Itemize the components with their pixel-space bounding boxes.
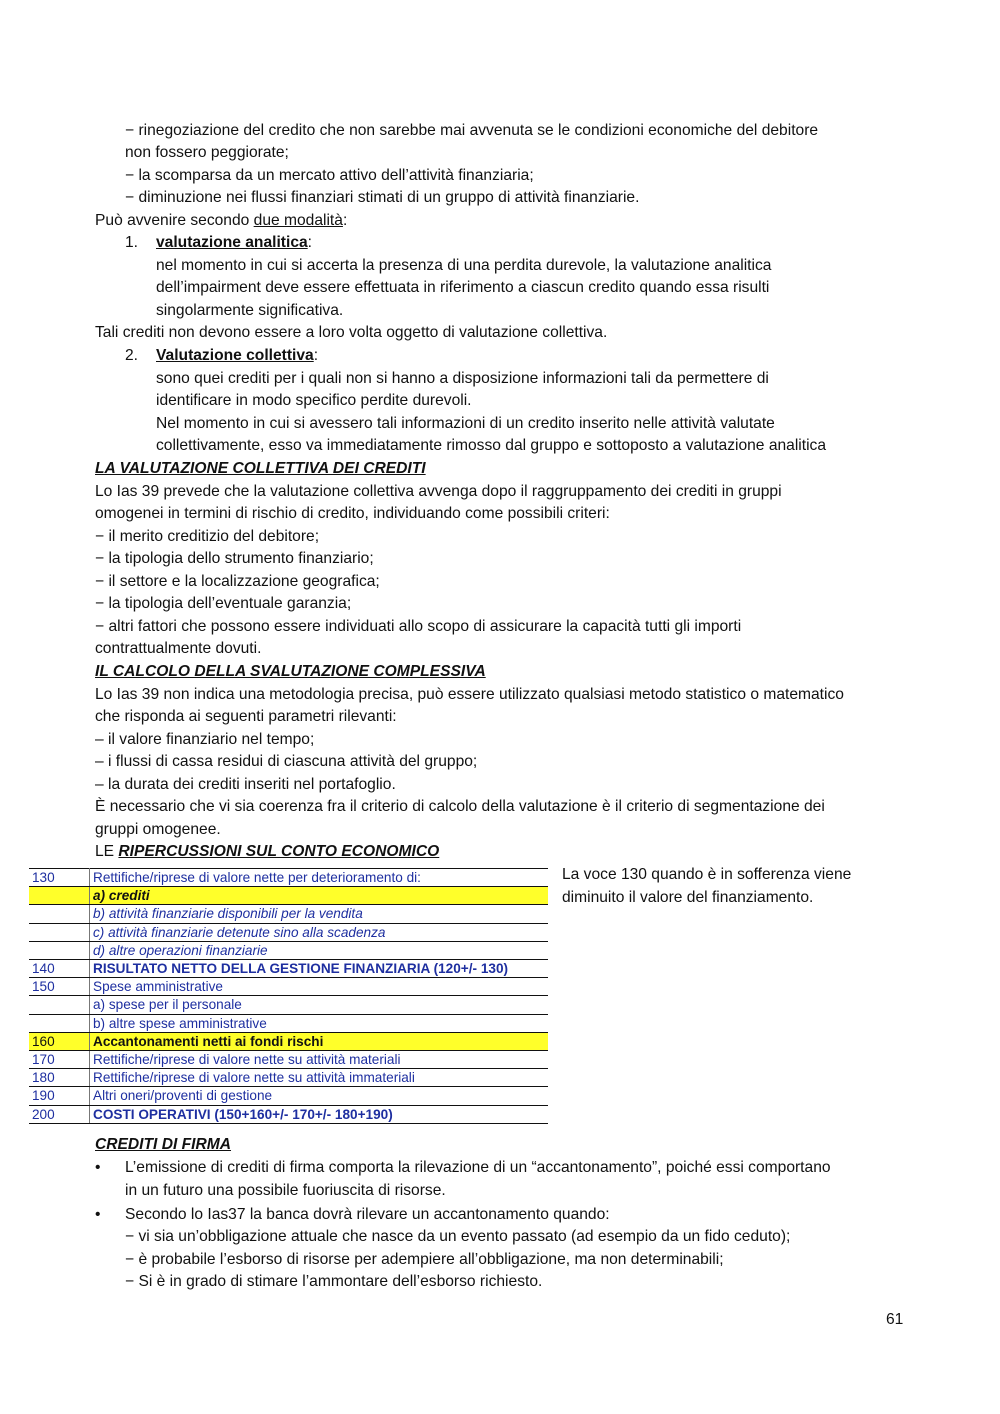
section-heading: LA VALUTAZIONE COLLETTIVA DEI CREDITI — [95, 460, 426, 477]
table-row — [29, 996, 548, 1014]
text-line: sono quei crediti per i quali non si hanno a disposizione informazioni tali da permettere di — [156, 370, 769, 387]
text-line: Lo Ias 39 prevede che la valutazione collettiva avvenga dopo il raggruppamento dei crediti in gruppi — [95, 483, 782, 500]
text-line: singolarmente significativa. — [156, 302, 344, 319]
table-row — [29, 978, 548, 996]
row-description: Rettifiche/riprese di valore nette per deterioramento di: — [90, 869, 549, 887]
text-line: Nel momento in cui si avessero tali informazioni di un credito inserito nelle attività valutate — [156, 415, 775, 432]
row-description: COSTI OPERATIVI (150+160+/- 170+/- 180+190) — [90, 1105, 549, 1123]
text-line: Secondo lo Ias37 la banca dovrà rilevare un accantonamento quando: — [125, 1206, 610, 1223]
text-line: − diminuzione nei flussi finanziari stimati di un gruppo di attività finanziarie. — [125, 189, 640, 206]
text-fragment: : — [307, 234, 313, 251]
text-line: dell’impairment deve essere effettuata in riferimento a ciascun credito quando essa risulti — [156, 279, 770, 296]
text-line: in un futuro una possibile fuoriuscita di risorse. — [125, 1182, 446, 1199]
row-code: 150 — [29, 978, 90, 996]
text-line: identificare in modo specifico perdite durevoli. — [156, 392, 472, 409]
text-line: La voce 130 quando è in sofferenza viene — [562, 866, 852, 883]
table-row — [29, 1069, 548, 1087]
row-description: b) attività finanziarie disponibili per la vendita — [90, 905, 549, 923]
text-line: non fossero peggiorate; — [125, 144, 289, 161]
text-fragment: LE — [95, 843, 119, 860]
table-row — [29, 905, 548, 923]
text-line: nel momento in cui si accerta la presenza di una perdita durevole, la valutazione analitica — [156, 257, 772, 274]
text-line: – i flussi di cassa residui di ciascuna attività del gruppo; — [95, 753, 478, 770]
row-code — [29, 923, 90, 941]
item-title-line — [156, 232, 312, 255]
row-description: b) altre spese amministrative — [90, 1014, 549, 1032]
text-fragment: : — [342, 212, 348, 229]
table-row — [29, 887, 548, 905]
row-description: a) spese per il personale — [90, 996, 549, 1014]
table-row — [29, 1105, 548, 1123]
table-row — [29, 923, 548, 941]
section-heading: CREDITI DI FIRMA — [95, 1136, 232, 1153]
bullet-icon: • — [95, 1206, 101, 1223]
text-line: – il valore finanziario nel tempo; — [95, 731, 315, 748]
text-fragment: Può avvenire secondo — [95, 212, 254, 229]
item-title: Valutazione collettiva — [156, 347, 314, 364]
row-code: 130 — [29, 869, 90, 887]
text-line: – la durata dei crediti inseriti nel portafoglio. — [95, 776, 396, 793]
text-line: − vi sia un’obbligazione attuale che nasce da un evento passato (ad esempio da un fido ceduto); — [125, 1228, 791, 1245]
modalita-line — [95, 210, 347, 233]
side-note — [562, 864, 851, 909]
table-row — [29, 960, 548, 978]
text-line: − altri fattori che possono essere individuati allo scopo di assicurare la capacità tutti gli importi — [95, 618, 742, 635]
row-code — [29, 996, 90, 1014]
row-code: 180 — [29, 1069, 90, 1087]
table-row — [29, 1051, 548, 1069]
text-line: − Si è in grado di stimare l’ammontare dell’esborso richiesto. — [125, 1273, 543, 1290]
row-code: 200 — [29, 1105, 90, 1123]
underlined-text: due modalità — [253, 212, 343, 229]
text-line: − il settore e la localizzazione geografica; — [95, 573, 380, 590]
row-description: d) altre operazioni finanziarie — [90, 941, 549, 959]
text-line: Tali crediti non devono essere a loro volta oggetto di valutazione collettiva. — [95, 324, 608, 341]
text-line: L’emissione di crediti di firma comporta la rilevazione di un “accantonamento”, poiché essi comportano — [125, 1159, 831, 1176]
text-line: − la tipologia dello strumento finanziario; — [95, 550, 374, 567]
row-description: a) crediti — [90, 887, 549, 905]
table-row — [29, 1014, 548, 1032]
row-description: Spese amministrative — [90, 978, 549, 996]
row-code: 190 — [29, 1087, 90, 1105]
text-line: gruppi omogenee. — [95, 821, 221, 838]
text-line: diminuito il valore del finanziamento. — [562, 888, 814, 906]
table-row — [29, 1087, 548, 1105]
row-description: c) attività finanziarie detenute sino alla scadenza — [90, 923, 549, 941]
list-number: 1. — [125, 234, 139, 251]
row-description: RISULTATO NETTO DELLA GESTIONE FINANZIARIA (120+/- 130) — [90, 960, 549, 978]
row-description: Altri oneri/proventi di gestione — [90, 1087, 549, 1105]
row-code — [29, 887, 90, 905]
row-code: 170 — [29, 1051, 90, 1069]
row-description: Rettifiche/riprese di valore nette su attività immateriali — [90, 1069, 549, 1087]
income-statement-table — [29, 868, 548, 1124]
row-code: 140 — [29, 960, 90, 978]
table-row — [29, 869, 548, 887]
text-line: − è probabile l’esborso di risorse per adempiere all’obbligazione, ma non determinabili; — [125, 1251, 724, 1268]
text-line: omogenei in termini di rischio di credito, individuando come possibili criteri: — [95, 505, 610, 522]
text-line: che risponda ai seguenti parametri rilevanti: — [95, 708, 397, 725]
text-line: È necessario che vi sia coerenza fra il criterio di calcolo della valutazione è il criterio di segmentazione dei — [95, 798, 825, 815]
item-title-line — [156, 345, 318, 368]
row-code — [29, 1014, 90, 1032]
row-description: Accantonamenti netti ai fondi rischi — [90, 1032, 549, 1050]
text-line: Lo Ias 39 non indica una metodologia precisa, può essere utilizzato qualsiasi metodo statistico o matematico — [95, 686, 844, 703]
page-number: 61 — [886, 1311, 904, 1328]
table-row — [29, 941, 548, 959]
text-fragment: : — [313, 347, 319, 364]
list-number: 2. — [125, 347, 139, 364]
row-code: 160 — [29, 1032, 90, 1050]
text-line: − la scomparsa da un mercato attivo dell’attività finanziaria; — [125, 167, 534, 184]
text-line: collettivamente, esso va immediatamente rimosso dal gruppo e sottoposto a valutazione analitica — [156, 437, 827, 454]
item-title: valutazione analitica — [156, 234, 308, 251]
table-row — [29, 1032, 548, 1050]
text-line: − rinegoziazione del credito che non sarebbe mai avvenuta se le condizioni economiche del debitore — [125, 122, 819, 139]
row-description: Rettifiche/riprese di valore nette su attività materiali — [90, 1051, 549, 1069]
section-heading: IL CALCOLO DELLA SVALUTAZIONE COMPLESSIVA — [95, 663, 486, 680]
section-heading: RIPERCUSSIONI SUL CONTO ECONOMICO — [118, 843, 440, 860]
section-heading-line — [95, 841, 439, 864]
bullet-icon: • — [95, 1159, 101, 1176]
text-line: − la tipologia dell’eventuale garanzia; — [95, 595, 352, 612]
text-line: − il merito creditizio del debitore; — [95, 528, 320, 545]
row-code — [29, 941, 90, 959]
row-code — [29, 905, 90, 923]
text-line: contrattualmente dovuti. — [95, 640, 262, 657]
